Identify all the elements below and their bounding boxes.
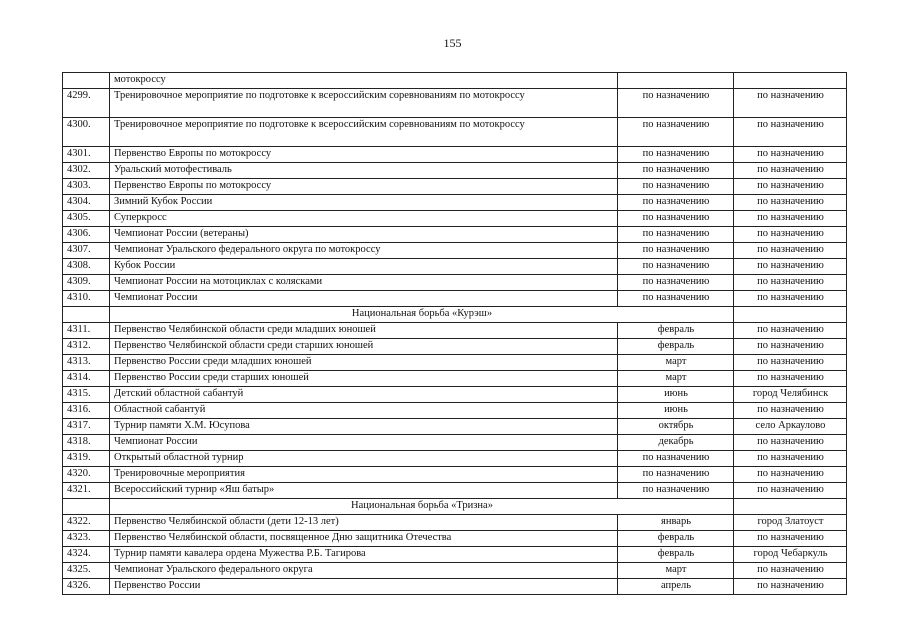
event-date: март — [618, 563, 734, 579]
event-name: Первенство Челябинской области, посвященное Дню защитника Отечества — [110, 531, 618, 547]
event-date: по назначению — [618, 227, 734, 243]
table-row — [63, 259, 847, 275]
event-place: по назначению — [734, 291, 847, 307]
event-date: февраль — [618, 323, 734, 339]
event-place: по назначению — [734, 118, 847, 147]
row-number: 4321. — [63, 483, 110, 499]
section-title: Национальная борьба «Тризна» — [110, 499, 734, 515]
event-name: Тренировочные мероприятия — [110, 467, 618, 483]
table-row — [63, 483, 847, 499]
event-date — [618, 73, 734, 89]
event-date: июнь — [618, 387, 734, 403]
table-row — [63, 275, 847, 291]
event-place: по назначению — [734, 179, 847, 195]
event-date: по назначению — [618, 89, 734, 118]
table-row — [63, 467, 847, 483]
event-date: декабрь — [618, 435, 734, 451]
event-place: по назначению — [734, 467, 847, 483]
event-place: по назначению — [734, 243, 847, 259]
event-date: март — [618, 371, 734, 387]
event-name: Зимний Кубок России — [110, 195, 618, 211]
section-row — [63, 499, 847, 515]
event-date: по назначению — [618, 195, 734, 211]
table-row — [63, 451, 847, 467]
table-row — [63, 291, 847, 307]
event-name: Чемпионат России на мотоциклах с колясками — [110, 275, 618, 291]
event-name: Турнир памяти кавалера ордена Мужества Р.Б. Тагирова — [110, 547, 618, 563]
section-title: Национальная борьба «Курэш» — [110, 307, 734, 323]
event-name: Турнир памяти Х.М. Юсупова — [110, 419, 618, 435]
event-place: по назначению — [734, 483, 847, 499]
event-name: Первенство Челябинской области (дети 12-13 лет) — [110, 515, 618, 531]
row-number: 4300. — [63, 118, 110, 147]
events-table — [62, 72, 847, 595]
table-row — [63, 163, 847, 179]
event-name: Первенство России среди старших юношей — [110, 371, 618, 387]
event-place: по назначению — [734, 355, 847, 371]
table-row — [63, 563, 847, 579]
row-number: 4306. — [63, 227, 110, 243]
row-number: 4319. — [63, 451, 110, 467]
table-row — [63, 435, 847, 451]
event-place: по назначению — [734, 531, 847, 547]
row-number: 4314. — [63, 371, 110, 387]
event-place: по назначению — [734, 195, 847, 211]
event-name: Всероссийский турнир «Яш батыр» — [110, 483, 618, 499]
row-number: 4326. — [63, 579, 110, 595]
event-date: по назначению — [618, 275, 734, 291]
row-number: 4324. — [63, 547, 110, 563]
event-date: по назначению — [618, 118, 734, 147]
row-number: 4316. — [63, 403, 110, 419]
event-name: Областной сабантуй — [110, 403, 618, 419]
event-name: Тренировочное мероприятие по подготовке к всероссийским соревнованиям по мотокроссу — [110, 89, 618, 118]
row-number: 4311. — [63, 323, 110, 339]
event-place: по назначению — [734, 563, 847, 579]
table-row — [63, 339, 847, 355]
row-number: 4303. — [63, 179, 110, 195]
row-number — [63, 73, 110, 89]
event-date: июнь — [618, 403, 734, 419]
row-number: 4301. — [63, 147, 110, 163]
row-number: 4305. — [63, 211, 110, 227]
row-number: 4302. — [63, 163, 110, 179]
event-date: по назначению — [618, 179, 734, 195]
table-row — [63, 371, 847, 387]
row-number: 4312. — [63, 339, 110, 355]
row-number: 4315. — [63, 387, 110, 403]
row-number: 4325. — [63, 563, 110, 579]
row-number: 4322. — [63, 515, 110, 531]
event-date: по назначению — [618, 163, 734, 179]
event-place: по назначению — [734, 147, 847, 163]
event-place: по назначению — [734, 227, 847, 243]
section-num-cell — [63, 499, 110, 515]
event-place: город Златоуст — [734, 515, 847, 531]
table-row — [63, 73, 847, 89]
page-number: 155 — [443, 36, 462, 50]
event-name: Открытый областной турнир — [110, 451, 618, 467]
event-place: по назначению — [734, 275, 847, 291]
table-row — [63, 118, 847, 147]
table-row — [63, 179, 847, 195]
event-date: по назначению — [618, 243, 734, 259]
event-name: Детский областной сабантуй — [110, 387, 618, 403]
event-name: Первенство России — [110, 579, 618, 595]
event-place: село Аркаулово — [734, 419, 847, 435]
row-number: 4313. — [63, 355, 110, 371]
event-date: апрель — [618, 579, 734, 595]
row-number: 4310. — [63, 291, 110, 307]
row-number: 4320. — [63, 467, 110, 483]
row-number: 4308. — [63, 259, 110, 275]
table-row — [63, 227, 847, 243]
event-place: по назначению — [734, 339, 847, 355]
table-row — [63, 403, 847, 419]
section-row — [63, 307, 847, 323]
event-date: по назначению — [618, 211, 734, 227]
section-place-cell — [734, 307, 847, 323]
event-date: февраль — [618, 547, 734, 563]
event-place: по назначению — [734, 435, 847, 451]
event-date: по назначению — [618, 147, 734, 163]
row-number: 4318. — [63, 435, 110, 451]
row-number: 4309. — [63, 275, 110, 291]
event-date: март — [618, 355, 734, 371]
event-name: Суперкросс — [110, 211, 618, 227]
event-place: по назначению — [734, 259, 847, 275]
event-date: по назначению — [618, 291, 734, 307]
event-date: октябрь — [618, 419, 734, 435]
row-number: 4323. — [63, 531, 110, 547]
event-name: Чемпионат России (ветераны) — [110, 227, 618, 243]
event-name: Тренировочное мероприятие по подготовке к всероссийским соревнованиям по мотокроссу — [110, 118, 618, 147]
table-row — [63, 579, 847, 595]
event-name: Чемпионат Уральского федерального округа — [110, 563, 618, 579]
row-number: 4307. — [63, 243, 110, 259]
event-date: февраль — [618, 531, 734, 547]
event-place: по назначению — [734, 579, 847, 595]
table-row — [63, 355, 847, 371]
section-place-cell — [734, 499, 847, 515]
event-name: Чемпионат России — [110, 435, 618, 451]
event-place: по назначению — [734, 371, 847, 387]
event-name: Первенство России среди младших юношей — [110, 355, 618, 371]
event-name: Первенство Челябинской области среди младших юношей — [110, 323, 618, 339]
event-date: по назначению — [618, 483, 734, 499]
table-row — [63, 211, 847, 227]
row-number: 4317. — [63, 419, 110, 435]
table-row — [63, 387, 847, 403]
event-name: Первенство Челябинской области среди старших юношей — [110, 339, 618, 355]
event-place — [734, 73, 847, 89]
event-name: Чемпионат России — [110, 291, 618, 307]
table-row — [63, 89, 847, 118]
table-row — [63, 243, 847, 259]
event-place: по назначению — [734, 323, 847, 339]
event-date: по назначению — [618, 451, 734, 467]
event-date: по назначению — [618, 259, 734, 275]
event-date: по назначению — [618, 467, 734, 483]
events-table-body — [63, 73, 847, 595]
event-place: по назначению — [734, 89, 847, 118]
event-name: Первенство Европы по мотокроссу — [110, 179, 618, 195]
event-place: город Чебаркуль — [734, 547, 847, 563]
event-name: Чемпионат Уральского федерального округа по мотокроссу — [110, 243, 618, 259]
event-date: февраль — [618, 339, 734, 355]
event-date: январь — [618, 515, 734, 531]
event-place: город Челябинск — [734, 387, 847, 403]
event-place: по назначению — [734, 403, 847, 419]
event-name: Уральский мотофестиваль — [110, 163, 618, 179]
table-row — [63, 531, 847, 547]
event-name: Первенство Европы по мотокроссу — [110, 147, 618, 163]
row-number: 4304. — [63, 195, 110, 211]
event-place: по назначению — [734, 451, 847, 467]
section-num-cell — [63, 307, 110, 323]
event-place: по назначению — [734, 163, 847, 179]
table-row — [63, 147, 847, 163]
table-row — [63, 323, 847, 339]
table-row — [63, 515, 847, 531]
row-number: 4299. — [63, 89, 110, 118]
table-row — [63, 547, 847, 563]
event-name: Кубок России — [110, 259, 618, 275]
event-place: по назначению — [734, 211, 847, 227]
table-row — [63, 195, 847, 211]
event-name: мотокроссу — [110, 73, 618, 89]
table-row — [63, 419, 847, 435]
